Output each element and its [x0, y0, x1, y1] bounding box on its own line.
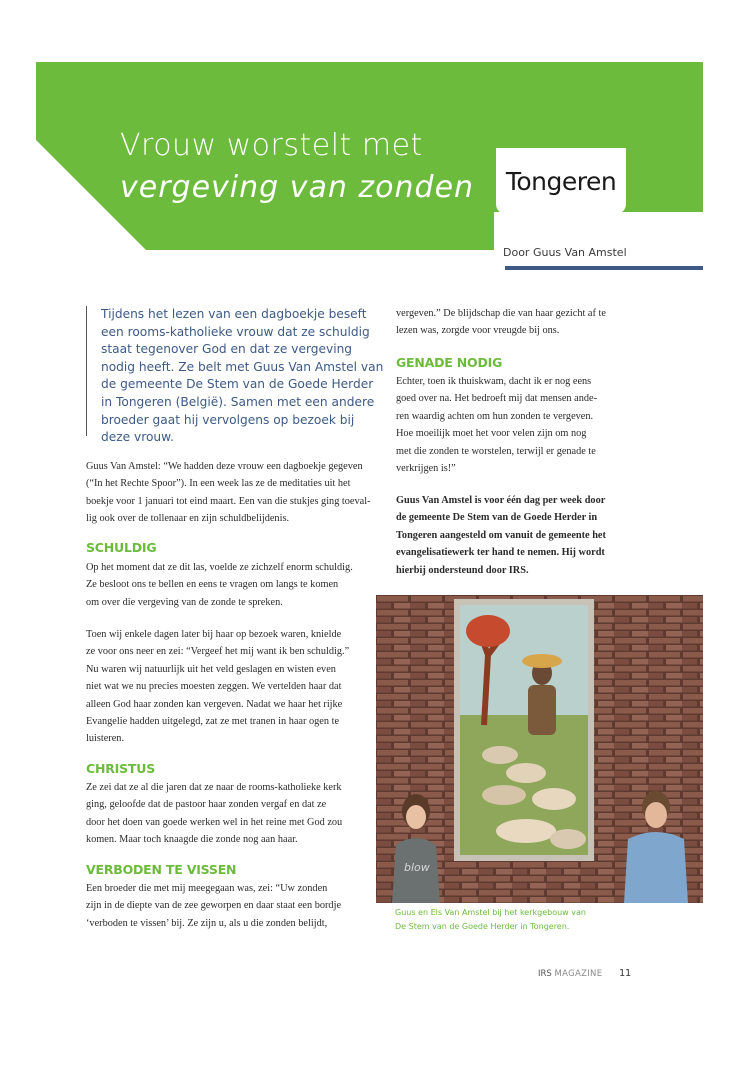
text-line: lezen was, zorgde voor vreugde bij ons.: [396, 325, 560, 337]
text-line: Evangelie hadden uitgelegd, zat ze met tranen in haar ogen te: [86, 716, 340, 728]
intro-line: broeder gaat hij vervolgens op bezoek bij: [101, 412, 355, 427]
text-line: ren waardig achten om hun zonden te vergeven.: [396, 410, 594, 422]
text-line: de gemeente De Stem van de Goede Herder in: [396, 512, 598, 524]
intro-line: staat tegenover God en dat ze vergeving: [101, 342, 353, 357]
author-bio: [396, 492, 621, 579]
heading-verboden-te-vissen: VERBODEN TE VISSEN: [86, 862, 237, 877]
text-line: niet wat we nu precies moesten zeggen. We vertelden haar dat: [86, 681, 342, 693]
text-line: Hoe moeilijk moet het voor velen zijn om nog: [396, 428, 587, 440]
text-line: komen. Maar toch knaagde die zonde nog aan haar.: [86, 834, 298, 846]
text-line: alleen God haar zonden kan vergeven. Nadat we haar het rijke: [86, 698, 343, 710]
text-line: met die zonden te worstelen, terwijl er genade te: [396, 445, 596, 457]
text-line: (“In het Rechte Spoor”). In een week las ze de meditaties uit het: [86, 478, 351, 490]
footer-brand: IRS: [538, 969, 552, 979]
text-line: om over die vergeving van de zonde te spreken.: [86, 596, 283, 608]
intro-line: deze vrouw.: [101, 430, 174, 445]
caption-line: De Stem van de Goede Herder in Tongeren.: [395, 921, 570, 931]
intro-line: in Tongeren (België). Samen met een andere: [101, 394, 375, 409]
heading-christus: CHRISTUS: [86, 761, 155, 776]
intro-line: de gemeente De Stem van de Goede Herder: [101, 377, 374, 392]
photo-illustration: [376, 595, 703, 903]
left-paragraph-4: [86, 779, 376, 849]
text-line: luisteren.: [86, 733, 125, 745]
text-line: Echter, toen ik thuiskwam, dacht ik er nog eens: [396, 376, 592, 387]
intro-line: Tijdens het lezen van een dagboekje beseft: [101, 307, 367, 321]
author-divider: [505, 266, 703, 270]
text-line: hierbij ondersteund door IRS.: [396, 564, 529, 576]
intro-line: nodig heeft. Ze belt met Guus Van Amstel van: [101, 359, 384, 374]
text-line: door het doen van goede werken wel in het reine met God zou: [86, 816, 343, 828]
text-line: Guus Van Amstel: “We hadden deze vrouw een dagboekje gegeven: [86, 461, 363, 472]
text-line: ‘verboden te vissen’ bij. Ze zijn u, als u die zonden belijdt,: [86, 917, 328, 929]
left-paragraph-3: [86, 626, 376, 748]
footer-magazine: MAGAZINE: [554, 969, 603, 979]
text-line: Ze besloot ons te bellen en eens te vragen om langs te komen: [86, 579, 339, 591]
intro-paragraph: [86, 306, 391, 445]
text-line: Tongeren aangesteld om vanuit de gemeente het: [396, 529, 606, 541]
right-paragraph-1: [396, 305, 621, 340]
church-photo: [376, 595, 703, 903]
text-line: Nu waren wij natuurlijk uit het veld geslagen en wisten even: [86, 663, 336, 675]
text-line: verkrijgen is!”: [396, 463, 456, 475]
text-line: Toen wij enkele dagen later bij haar op bezoek waren, knielde: [86, 629, 342, 640]
text-line: zijn in de diepte van de zee geworpen en daar staat een bordje: [86, 900, 342, 912]
article-title-line2: vergeving van zonden: [120, 170, 475, 205]
text-line: lig ook over de tollenaar en zijn schuldbelijdenis.: [86, 513, 290, 525]
page-number: 11: [619, 968, 632, 979]
location-tab: [496, 148, 626, 214]
text-line: Ze zei dat ze al die jaren dat ze naar de rooms-katholieke kerk: [86, 782, 342, 793]
heading-schuldig: SCHULDIG: [86, 540, 157, 555]
article-title-line1: Vrouw worstelt met: [120, 128, 423, 163]
intro-line: een rooms-katholieke vrouw dat ze schuldig: [101, 324, 370, 339]
left-paragraph-1: [86, 458, 376, 528]
page-footer: [538, 968, 631, 979]
text-line: Op het moment dat ze dit las, voelde ze zichzelf enorm schuldig.: [86, 562, 353, 573]
text-line: Guus Van Amstel is voor één dag per week door: [396, 495, 606, 506]
heading-genade-nodig: GENADE NODIG: [396, 355, 503, 370]
text-line: ze voor ons neer en zei: “Vergeef het mij want ik ben schuldig.”: [86, 646, 350, 658]
caption-line: Guus en Els Van Amstel bij het kerkgebouw van: [395, 908, 586, 917]
shirt-text: blow: [404, 861, 430, 874]
left-paragraph-2: [86, 559, 376, 611]
photo-caption: [395, 906, 695, 933]
text-line: vergeven.” De blijdschap die van haar gezicht af te: [396, 308, 606, 319]
text-line: ging, geloofde dat de pastoor haar zonden vergaf en dat ze: [86, 799, 327, 811]
author-byline: Door Guus Van Amstel: [503, 246, 627, 259]
text-line: boekje voor 1 januari tot eind maart. Een van die stukjes ging toeval-: [86, 495, 371, 507]
text-line: evangelisatiewerk ter hand te nemen. Hij wordt: [396, 547, 605, 559]
text-line: goed over na. Het bedroeft mij dat mensen ande-: [396, 393, 598, 405]
right-paragraph-2: [396, 373, 621, 477]
left-paragraph-5: [86, 880, 376, 932]
location-label: Tongeren: [505, 166, 617, 196]
text-line: Een broeder die met mij meegegaan was, zei: “Uw zonden: [86, 883, 328, 894]
